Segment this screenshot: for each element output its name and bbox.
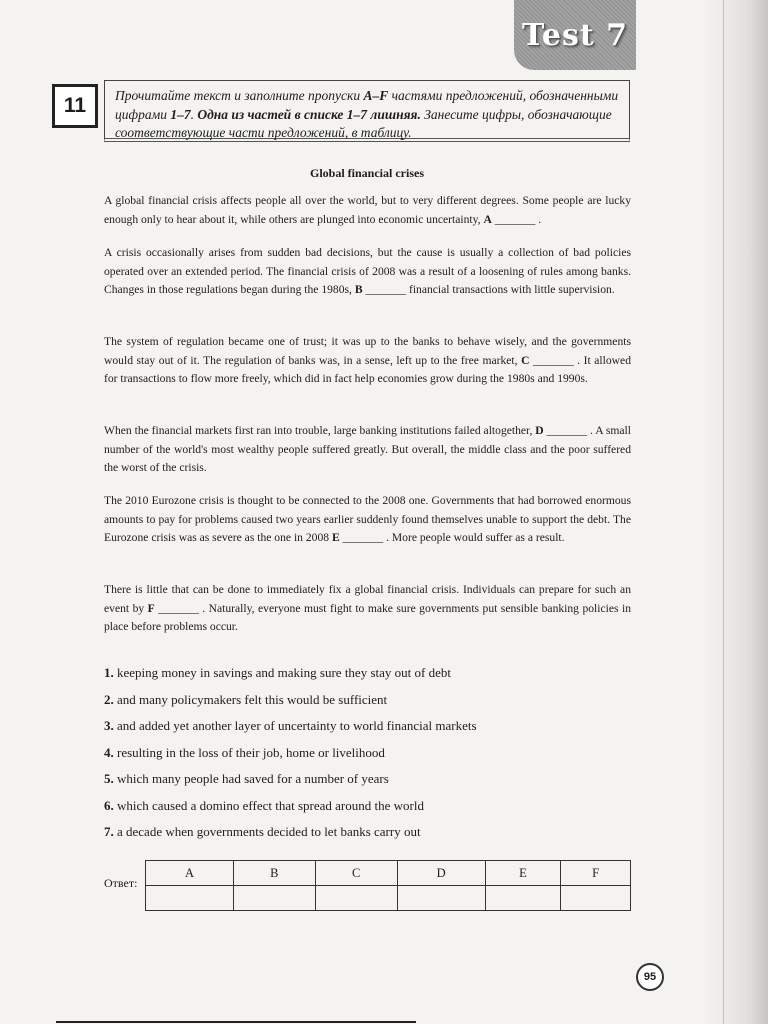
- option-number: 1.: [104, 665, 114, 680]
- option-text: which caused a domino effect that spread around the world: [113, 797, 424, 813]
- test-label: Test 7: [521, 17, 629, 53]
- paragraph-text-after: . More people would suffer as a result.: [383, 531, 565, 544]
- gap-letter-f: F: [147, 601, 155, 615]
- page-number-text: 95: [643, 971, 657, 983]
- paragraph-text: The 2010 Eurozone crisis is thought to be connected to the 2008 one. Governments that had borrowed enormous amounts to pay for problems caused two years earlier suddenly found themselves unable to support the debt. The Eurozone crisis was as severe as the one in 2008: [104, 494, 631, 544]
- gap-c: _______: [529, 353, 574, 367]
- option-number: 7.: [104, 824, 114, 839]
- gap-letter-a: A: [483, 212, 492, 226]
- paragraph-text-after: .: [535, 212, 542, 226]
- options-list: [104, 660, 624, 846]
- paragraph-b: [104, 244, 631, 300]
- gap-d: _______: [543, 424, 588, 437]
- answer-cell-e[interactable]: [485, 886, 561, 911]
- instruction-text-3: .: [190, 106, 198, 122]
- answer-cell-b[interactable]: [233, 886, 315, 911]
- paragraph-d: [104, 422, 631, 478]
- option-text: keeping money in savings and making sure they stay out of debt: [113, 665, 451, 680]
- gap-letter-e: E: [331, 531, 340, 544]
- gap-a: _______: [491, 212, 536, 226]
- paragraph-text: When the financial markets first ran into trouble, large banking institutions failed altogether,: [104, 424, 536, 437]
- answer-table: [145, 860, 631, 911]
- answer-cell-c[interactable]: [315, 886, 397, 911]
- instruction-numbers: 1–7: [170, 106, 191, 122]
- gap-letter-d: D: [535, 424, 544, 437]
- option-number: 2.: [104, 691, 114, 707]
- page-number: [636, 963, 664, 991]
- option-3: [104, 713, 624, 740]
- paragraph-f: [104, 581, 631, 637]
- paragraph-c: [104, 333, 631, 389]
- instruction-extra-note: Одна из частей в списке 1–7 лишняя.: [197, 106, 421, 122]
- gap-letter-b: B: [354, 283, 363, 296]
- paragraph-text-after: . It allowed for transactions to flow more freely, which did in fact help economies grow during the 1980s and 1990s.: [104, 353, 631, 385]
- answer-header-c: C: [315, 861, 397, 886]
- instruction-text-2: частями предложений, обозначенными цифрами: [115, 88, 619, 122]
- article-title: Global financial crises: [310, 166, 424, 180]
- answer-header-d: D: [397, 861, 485, 886]
- option-text: resulting in the loss of their job, home or livelihood: [113, 744, 385, 760]
- option-number: 3.: [104, 718, 114, 733]
- gap-b: _______: [362, 283, 407, 296]
- option-text: and many policymakers felt this would be sufficient: [113, 691, 388, 707]
- option-2: [104, 687, 624, 714]
- answer-cell-d[interactable]: [397, 886, 485, 911]
- option-5: [104, 766, 624, 793]
- instruction-text-4: Занесите цифры, обозначающие соответствующие части предложений, в таблицу.: [115, 106, 612, 140]
- paragraph-text: There is little that can be done to immediately fix a global financial crisis. Individuals can prepare for such an event by: [104, 583, 631, 615]
- answer-cell-f[interactable]: [561, 886, 631, 911]
- answer-header-e: E: [485, 861, 561, 886]
- option-1: [104, 660, 624, 687]
- gap-e: _______: [339, 531, 384, 544]
- task-number: 11: [63, 94, 87, 117]
- gap-f: _______: [154, 601, 199, 615]
- paragraph-text: A crisis occasionally arises from sudden bad decisions, but the cause is usually a collection of bad policies operated over an extended period. The financial crisis of 2008 was a result of a loosening of rules among banks. Changes in those regulations began during the 1980s,: [104, 246, 631, 296]
- option-text: and added yet another layer of uncertainty to world financial markets: [113, 718, 477, 733]
- option-number: 5.: [104, 771, 114, 786]
- task-number-box: [52, 84, 98, 128]
- gap-letter-c: C: [521, 353, 530, 367]
- answer-input-row: [146, 886, 631, 911]
- paragraph-text: A global financial crisis affects people all over the world, but to very different degrees. Some people are lucky enough only to hear about it, while others are plunged into economic uncertainty,: [104, 194, 631, 226]
- option-number: 6.: [104, 797, 114, 813]
- book-spine-line: [723, 0, 724, 1024]
- instruction-text-1: Прочитайте текст и заполните пропуски: [115, 88, 364, 103]
- paragraph-text: The system of regulation became one of trust; it was up to the banks to behave wisely, and the governments would stay out of it. The regulation of banks was, in a sense, left up to the free market,: [104, 335, 631, 367]
- book-spine-shadow: [704, 0, 768, 1024]
- paragraph-text-after: financial transactions with little supervision.: [406, 283, 615, 296]
- bottom-rule: [56, 1021, 416, 1023]
- option-text: a decade when governments decided to let banks carry out: [113, 824, 421, 839]
- paragraph-text-after: . A small number of the world's most wealthy people suffered greatly. But overall, the middle class and the poor suffered the worst of the crisis.: [104, 424, 631, 474]
- option-4: [104, 740, 624, 767]
- paragraph-e: [104, 492, 631, 548]
- option-number: 4.: [104, 744, 114, 760]
- answer-label: Ответ:: [104, 876, 138, 890]
- answer-header-b: B: [233, 861, 315, 886]
- paragraph-a: [104, 192, 631, 229]
- option-text: which many people had saved for a number of years: [113, 771, 389, 786]
- option-6: [104, 793, 624, 820]
- answer-header-a: A: [146, 861, 234, 886]
- paragraph-text-after: . Naturally, everyone must fight to make sure governments put sensible banking policies in place before problems occur.: [104, 601, 631, 633]
- answer-header-f: F: [561, 861, 631, 886]
- test-tab: [514, 0, 636, 70]
- answer-cell-a[interactable]: [146, 886, 234, 911]
- instruction-letters: A–F: [363, 88, 389, 103]
- instruction-box: [104, 80, 630, 142]
- answer-header-row: [146, 861, 631, 886]
- option-7: [104, 819, 624, 846]
